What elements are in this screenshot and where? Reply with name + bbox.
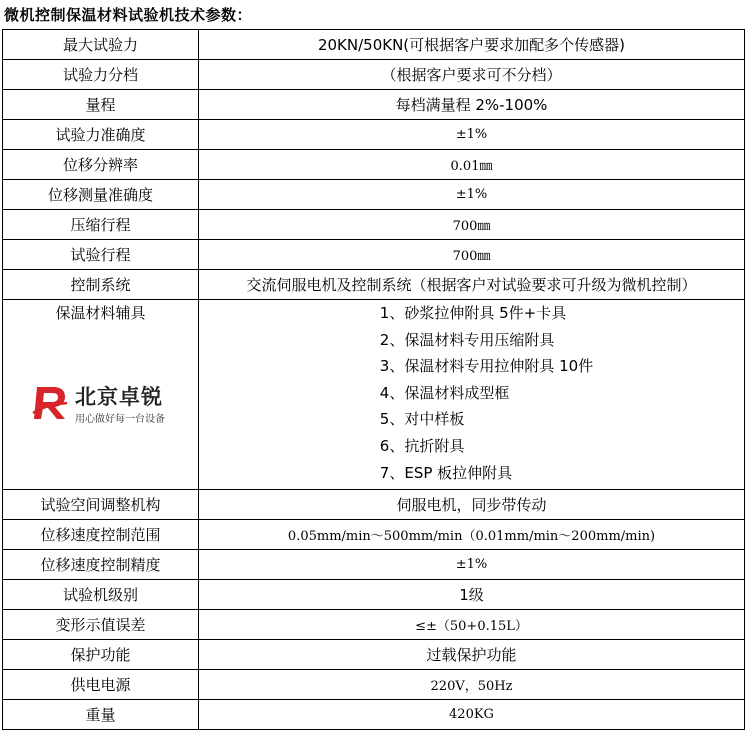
row-label: 试验机级别	[3, 580, 199, 610]
row-label: 量程	[3, 90, 199, 120]
row-label: 供电电源	[3, 670, 199, 700]
table-row	[3, 60, 745, 90]
table-row	[3, 550, 745, 580]
row-label: 试验空间调整机构	[3, 490, 199, 520]
table-row	[3, 240, 745, 270]
table-row	[3, 150, 745, 180]
list-item: 4、保温材料成型框	[379, 383, 510, 402]
row-label: 位移分辨率	[3, 150, 199, 180]
table-row	[3, 640, 745, 670]
row-value: ±1%	[199, 180, 745, 210]
page-title: 微机控制保温材料试验机技术参数：	[4, 6, 253, 24]
table-row	[3, 700, 745, 730]
row-value: 伺服电机，同步带传动	[199, 490, 745, 520]
row-value: 0.01㎜	[199, 150, 745, 180]
accessories-label-cell	[3, 300, 199, 490]
logo-mark-icon	[31, 383, 69, 423]
row-value: 420KG	[199, 700, 745, 730]
row-value: 700㎜	[199, 210, 745, 240]
company-logo	[31, 383, 191, 427]
accessories-list-cell	[199, 300, 745, 490]
list-item: 6、抗折附具	[379, 436, 465, 455]
row-label: 保护功能	[3, 640, 199, 670]
row-value: ±1%	[199, 120, 745, 150]
table-row	[3, 610, 745, 640]
row-label: 位移速度控制范围	[3, 520, 199, 550]
row-value: ≤±（50+0.15L）	[199, 610, 745, 640]
list-item: 7、ESP 板拉伸附具	[379, 463, 513, 482]
table-row	[3, 180, 745, 210]
row-label: 试验行程	[3, 240, 199, 270]
row-label: 压缩行程	[3, 210, 199, 240]
row-value: 0.05mm/min～500mm/min（0.01mm/min～200mm/min)	[199, 520, 745, 550]
row-value: 20KN/50KN(可根据客户要求加配多个传感器)	[199, 30, 745, 60]
list-item: 1、砂浆拉伸附具 5件+卡具	[379, 304, 567, 322]
list-item: 3、保温材料专用拉伸附具 10件	[379, 357, 594, 376]
row-value: 1级	[199, 580, 745, 610]
logo-slogan: 用心做好每一台设备	[75, 414, 165, 425]
row-label: 最大试验力	[3, 30, 199, 60]
accessories-list	[380, 300, 593, 486]
row-value: 700㎜	[199, 240, 745, 270]
table-row	[3, 120, 745, 150]
row-label: 位移测量准确度	[3, 180, 199, 210]
logo-company-name: 北京卓锐	[75, 385, 163, 409]
accessories-label: 保温材料辅具	[55, 304, 146, 322]
row-value: ±1%	[199, 550, 745, 580]
row-value: 220V，50Hz	[199, 670, 745, 700]
row-label: 控制系统	[3, 270, 199, 300]
table-row	[3, 490, 745, 520]
list-item: 2、保温材料专用压缩附具	[379, 330, 555, 349]
table-row	[3, 30, 745, 60]
row-value: 过载保护功能	[199, 640, 745, 670]
spec-table	[2, 29, 745, 730]
row-label: 试验力分档	[3, 60, 199, 90]
table-row	[3, 270, 745, 300]
row-label: 位移速度控制精度	[3, 550, 199, 580]
row-label: 变形示值误差	[3, 610, 199, 640]
table-row	[3, 520, 745, 550]
row-label: 试验力准确度	[3, 120, 199, 150]
table-row	[3, 210, 745, 240]
row-value: （根据客户要求可不分档）	[199, 60, 745, 90]
accessories-row	[3, 300, 745, 490]
row-value: 交流伺服电机及控制系统（根据客户对试验要求可升级为微机控制）	[199, 270, 745, 300]
row-value: 每档满量程 2%-100%	[199, 90, 745, 120]
list-item: 5、对中样板	[379, 410, 465, 429]
table-row	[3, 90, 745, 120]
table-row	[3, 670, 745, 700]
row-label: 重量	[3, 700, 199, 730]
table-row	[3, 580, 745, 610]
